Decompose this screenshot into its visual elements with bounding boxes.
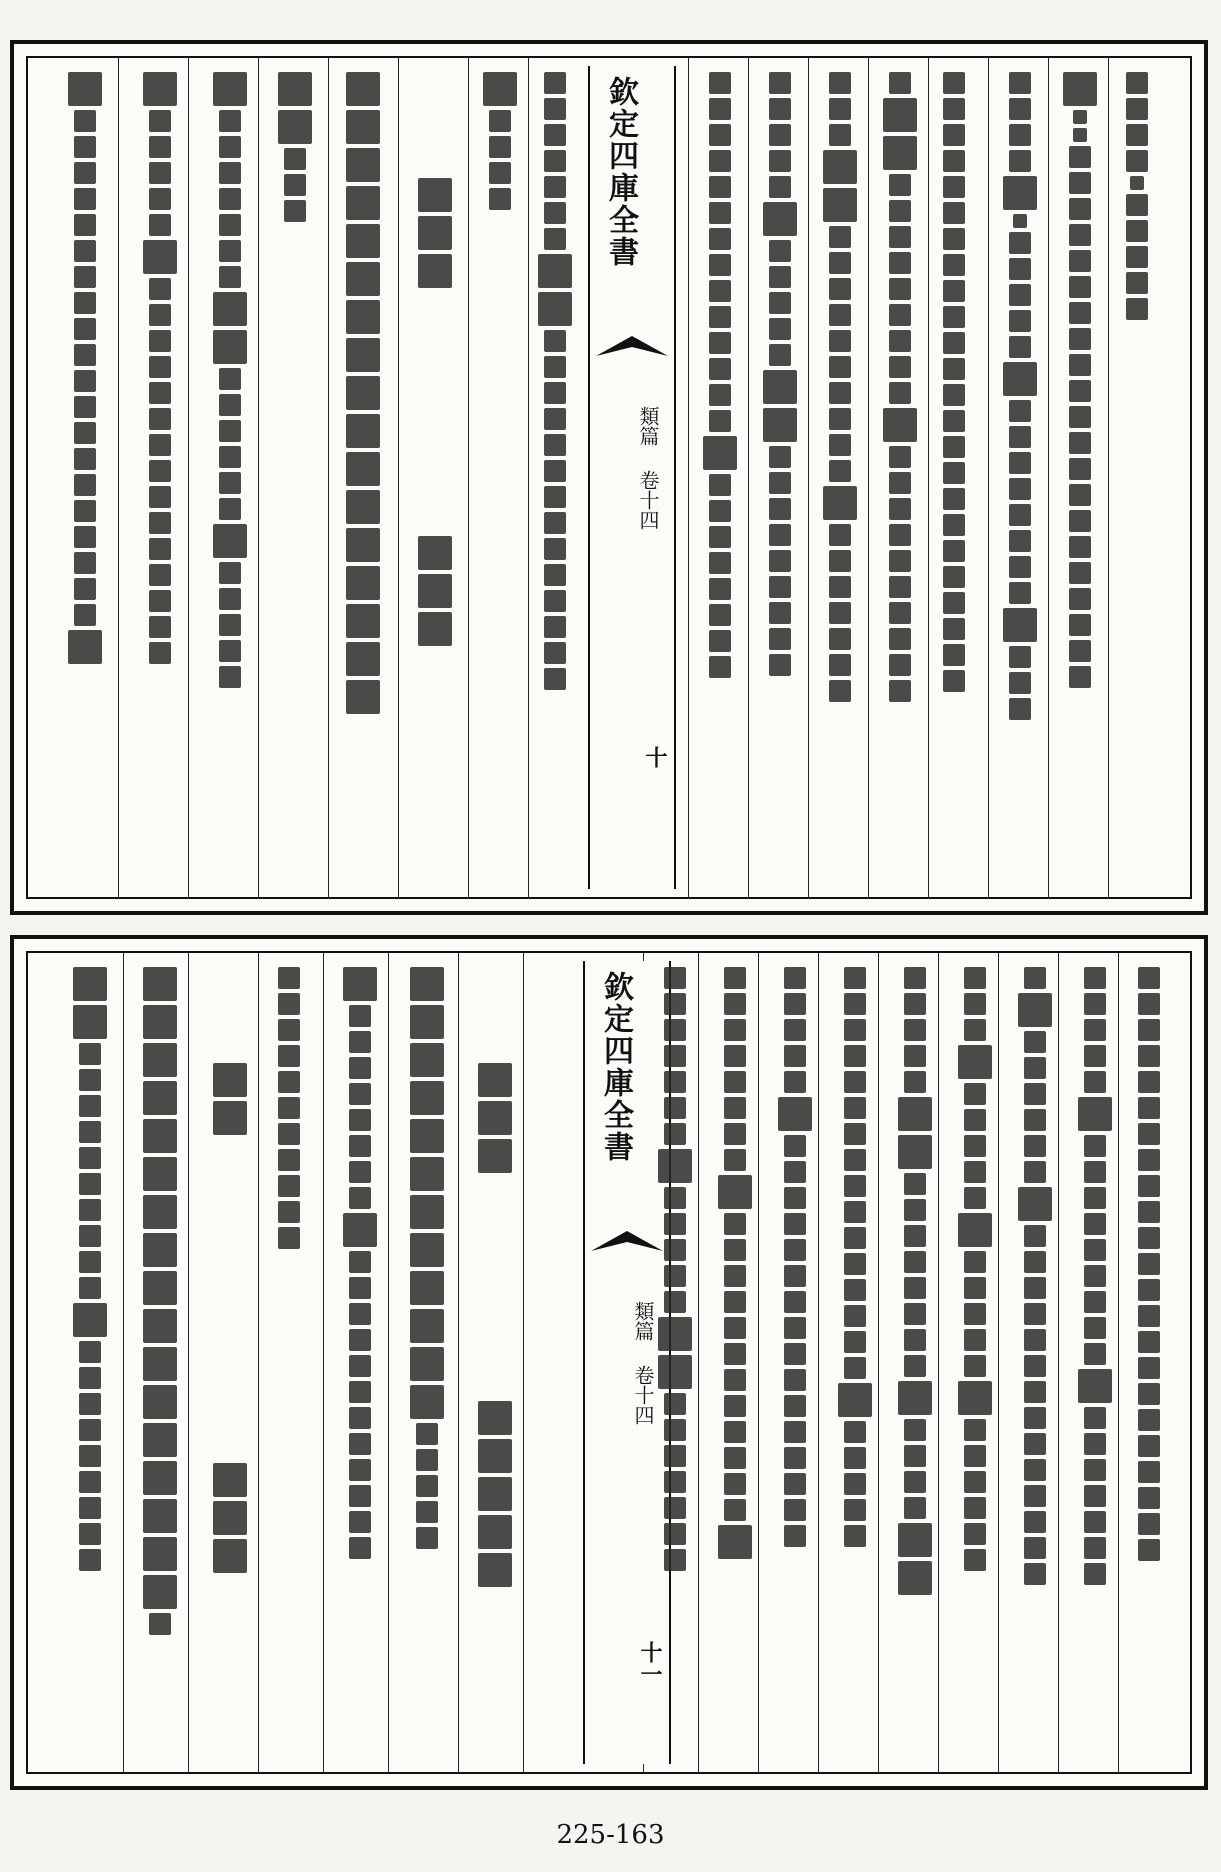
column-rule xyxy=(878,953,879,1772)
page-bottom-frame xyxy=(26,951,1192,1774)
text-column xyxy=(343,967,377,1758)
text-column xyxy=(883,72,917,883)
text-column xyxy=(410,967,444,1758)
column-rule xyxy=(748,58,749,897)
text-column xyxy=(778,967,812,1758)
column-rule xyxy=(808,58,809,897)
column-rule xyxy=(188,58,189,897)
column-rule xyxy=(118,58,119,897)
text-column xyxy=(763,72,797,883)
text-column xyxy=(658,967,692,1758)
column-rule xyxy=(688,58,689,897)
column-rule xyxy=(123,953,124,1772)
column-rule xyxy=(468,58,469,897)
column-rule xyxy=(528,58,529,897)
text-column xyxy=(823,72,857,883)
column-rule xyxy=(258,953,259,1772)
text-column xyxy=(143,72,177,883)
column-rule xyxy=(938,953,939,1772)
text-column xyxy=(1078,967,1112,1758)
text-column xyxy=(73,967,107,1758)
column-rule xyxy=(998,953,999,1772)
text-column xyxy=(1138,967,1160,1758)
page-marker: 十 xyxy=(642,746,668,768)
text-column xyxy=(1063,72,1097,883)
column-rule xyxy=(188,953,189,1772)
text-column xyxy=(213,1063,247,1758)
text-column xyxy=(418,178,452,883)
section-label: 類篇 卷十四 xyxy=(636,406,660,530)
text-column xyxy=(278,967,300,1758)
column-rule xyxy=(388,953,389,1772)
column-rule xyxy=(1048,58,1049,897)
column-rule xyxy=(323,953,324,1772)
column-rule xyxy=(328,58,329,897)
column-rule xyxy=(458,953,459,1772)
text-column xyxy=(958,967,992,1758)
text-column xyxy=(68,72,102,883)
text-column xyxy=(478,1063,512,1758)
text-column xyxy=(898,967,932,1758)
column-rule xyxy=(818,953,819,1772)
running-title: 欽定四庫全書 xyxy=(603,76,638,268)
column-rule xyxy=(868,58,869,897)
column-rule xyxy=(1118,953,1119,1772)
text-column xyxy=(143,967,177,1758)
page-marker: 十一 xyxy=(637,1641,663,1685)
text-column xyxy=(1003,72,1037,883)
column-rule xyxy=(258,58,259,897)
column-rule xyxy=(928,58,929,897)
page-banner xyxy=(588,66,676,889)
page-number: 225-163 xyxy=(556,1820,665,1850)
page-top-frame xyxy=(26,56,1192,899)
text-column xyxy=(483,72,517,883)
column-rule xyxy=(1058,953,1059,1772)
fish-tail-mark xyxy=(591,1231,663,1251)
text-column xyxy=(278,72,312,883)
text-column xyxy=(538,72,572,883)
fish-tail-mark xyxy=(596,336,668,356)
text-column xyxy=(1126,72,1148,883)
text-column xyxy=(838,967,872,1758)
column-rule xyxy=(988,58,989,897)
text-column xyxy=(943,72,965,883)
text-column xyxy=(703,72,737,883)
text-column xyxy=(213,72,247,883)
page-top xyxy=(10,40,1208,915)
column-rule xyxy=(523,953,524,1772)
column-rule xyxy=(758,953,759,1772)
column-rule xyxy=(398,58,399,897)
running-title: 欽定四庫全書 xyxy=(598,971,633,1163)
text-column xyxy=(1018,967,1052,1758)
section-label: 類篇 卷十四 xyxy=(631,1301,655,1425)
column-rule xyxy=(698,953,699,1772)
column-rule xyxy=(1108,58,1109,897)
text-column xyxy=(718,967,752,1758)
page-bottom xyxy=(10,935,1208,1790)
text-column xyxy=(346,72,380,883)
